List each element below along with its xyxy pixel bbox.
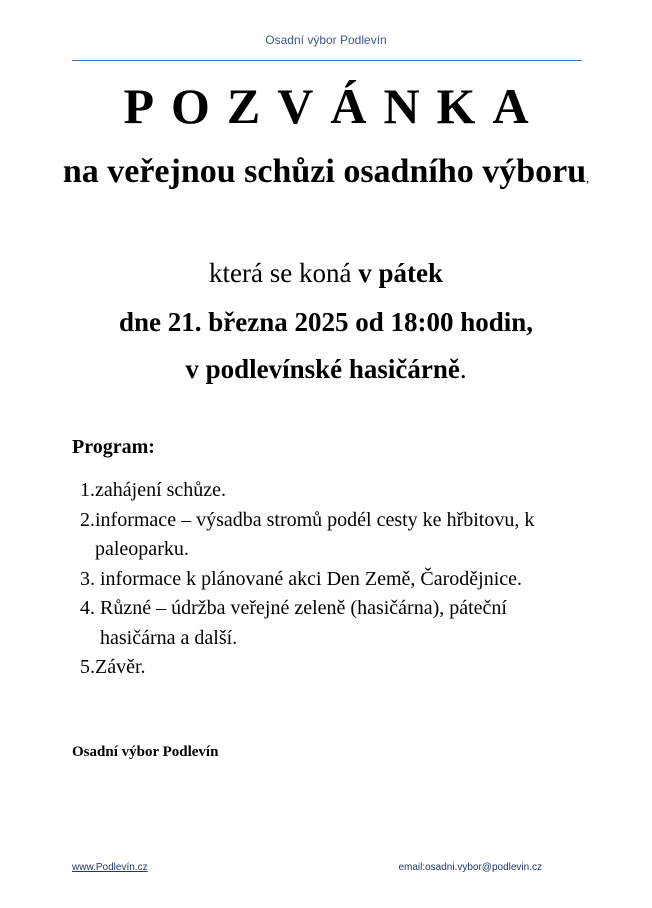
program-item-number: 2.	[80, 508, 95, 531]
event-date-time: dne 21. března 2025 od 18:00 hodin,	[118, 307, 534, 337]
invitation-subtitle	[60, 150, 592, 200]
event-location: v podlevínské hasičárně	[185, 354, 460, 384]
program-item-number: 4.	[80, 597, 100, 619]
program-item-text: Různé – údržba veřejné zeleně (hasičárna), páteční hasičárna a další.	[100, 597, 507, 649]
program-item	[80, 506, 580, 565]
program-item-text: informace k plánované akci Den Země, Čarodějnice.	[100, 567, 523, 590]
website-link[interactable]: www.Podlevín.cz	[72, 862, 148, 873]
signature: Osadní výbor Podlevín	[72, 744, 219, 760]
program-list	[80, 476, 580, 683]
invitation-title: POZVÁNKA	[123, 78, 546, 134]
program-item	[80, 565, 580, 595]
program-item-text: zahájení schůze.	[95, 479, 227, 501]
program-item-text: Závěr.	[95, 656, 146, 678]
event-day: v pátek	[358, 258, 443, 288]
event-location-period: .	[459, 354, 467, 384]
program-item-number: 1.	[80, 479, 95, 501]
event-location-line	[0, 352, 652, 386]
page-header: Osadní výbor Podlevín	[265, 33, 387, 47]
subtitle-text: na veřejnou schůzi osadního výboru	[62, 153, 587, 190]
header-divider	[72, 60, 582, 61]
program-item	[80, 653, 580, 683]
program-item	[80, 476, 580, 506]
program-heading: Program:	[72, 436, 155, 458]
event-day-intro: která se koná	[209, 258, 359, 288]
program-item-text: informace – výsadba stromů podél cesty ke hřbitovu, k paleoparku.	[95, 508, 535, 560]
subtitle-comma: ,	[586, 171, 590, 185]
event-day-line	[0, 256, 652, 290]
program-item-number: 3.	[80, 567, 100, 590]
program-item-number: 5.	[80, 656, 95, 678]
program-item	[80, 594, 580, 653]
footer-email: email:osadni.vybor@podlevin.cz	[398, 862, 542, 873]
